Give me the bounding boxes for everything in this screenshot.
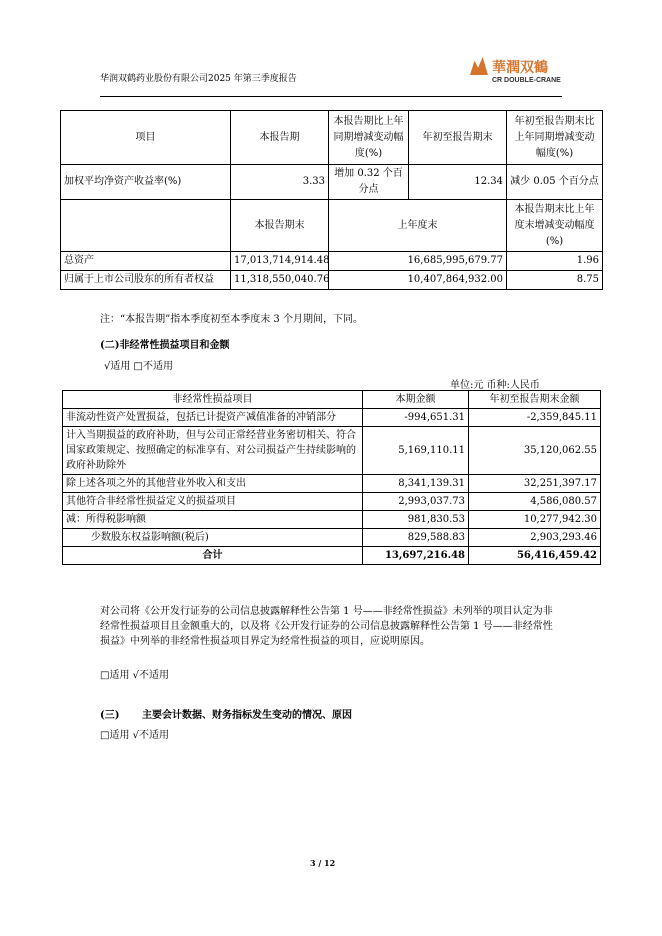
header-ytd-change: 年初至报告期末比上年同期增减变动幅度(%) xyxy=(507,111,603,165)
row-ytd: 10,277,942.30 xyxy=(469,511,601,529)
row-label: 少数股东权益影响额(税后) xyxy=(63,529,363,547)
row-period-end: 11,318,550,040.76 xyxy=(231,271,329,290)
row-ytd: 35,120,062.55 xyxy=(469,427,601,475)
table-row xyxy=(63,409,601,427)
report-header-title: 华润双鹤药业股份有限公司2025 年第三季度报告 xyxy=(100,74,297,84)
row-label: 计入当期损益的政府补助，但与公司正常经营业务密切相关、符合国家政策规定、按照确定的标准享有、对公司损益产生持续影响的政府补助除外 xyxy=(63,427,363,475)
header-ytd: 年初至报告期末 xyxy=(409,111,507,165)
section-2-applicability: √适用 □不适用 xyxy=(104,361,173,372)
header-period-change: 本报告期末比上年度末增减变动幅度(%) xyxy=(507,200,603,252)
table-row xyxy=(63,529,601,547)
logo-chinese-name: 華潤双鶴 xyxy=(492,60,548,76)
header-item: 项目 xyxy=(61,111,231,165)
reporting-period-note: 注：“本报告期”指本季度初至本季度末 3 个月期间，下同。 xyxy=(100,314,363,325)
logo-english-name: CR DOUBLE-CRANE xyxy=(492,77,561,84)
header-divider xyxy=(100,96,562,97)
row-current: 2,993,037.73 xyxy=(363,493,469,511)
row-ytd: 2,903,293.46 xyxy=(469,529,601,547)
table-header-row xyxy=(61,200,603,252)
row-current: 8,341,139.31 xyxy=(363,475,469,493)
row-label: 总资产 xyxy=(61,252,231,271)
table-header-row xyxy=(63,391,601,409)
header-item: 非经常性损益项目 xyxy=(63,391,363,409)
row-ytd: 32,251,397.17 xyxy=(469,475,601,493)
section-3-applicability: □适用 √不适用 xyxy=(100,730,169,741)
row-label: 减：所得税影响额 xyxy=(63,511,363,529)
row-label: 其他符合非经常性损益定义的损益项目 xyxy=(63,493,363,511)
row-ytd: 4,586,080.57 xyxy=(469,493,601,511)
total-current: 13,697,216.48 xyxy=(363,547,469,565)
non-recurring-items-table xyxy=(62,390,601,565)
section-3-number: (三) xyxy=(100,710,120,721)
row-current: 981,830.53 xyxy=(363,511,469,529)
paragraph-applicability: □适用 √不适用 xyxy=(100,670,169,681)
page-number: 3 / 12 xyxy=(310,858,336,868)
row-current: -994,651.31 xyxy=(363,409,469,427)
table-row xyxy=(63,475,601,493)
table-row xyxy=(61,252,603,271)
roe-current: 3.33 xyxy=(231,165,329,200)
header-last-year-end: 上年度末 xyxy=(329,200,507,252)
row-ytd: -2,359,845.11 xyxy=(469,409,601,427)
company-logo xyxy=(470,57,570,91)
row-change: 1.96 xyxy=(507,252,603,271)
table-row xyxy=(61,165,603,200)
roe-ytd: 12.34 xyxy=(409,165,507,200)
crane-logo-icon xyxy=(470,57,488,75)
section-3-title: 主要会计数据、财务指标发生变动的情况、原因 xyxy=(142,710,352,721)
row-last-year-end: 16,685,995,679.77 xyxy=(329,252,507,271)
total-ytd: 56,416,459.42 xyxy=(469,547,601,565)
row-label: 非流动性资产处置损益，包括已计提资产减值准备的冲销部分 xyxy=(63,409,363,427)
table-header-row xyxy=(61,111,603,165)
table-total-row xyxy=(63,547,601,565)
row-label: 除上述各项之外的其他营业外收入和支出 xyxy=(63,475,363,493)
roe-label: 加权平均净资产收益率(%) xyxy=(61,165,231,200)
table-row xyxy=(61,271,603,290)
row-current: 5,169,110.11 xyxy=(363,427,469,475)
header-current-period: 本报告期 xyxy=(231,111,329,165)
unit-currency-label: 单位:元 币种:人民币 xyxy=(450,380,540,391)
row-label: 归属于上市公司股东的所有者权益 xyxy=(61,271,231,290)
header-period-end: 本报告期末 xyxy=(231,200,329,252)
header-current-amount: 本期金额 xyxy=(363,391,469,409)
financial-indicators-table xyxy=(60,110,603,290)
row-change: 8.75 xyxy=(507,271,603,290)
roe-ytd-change: 减少 0.05 个百分点 xyxy=(507,165,603,200)
row-period-end: 17,013,714,914.48 xyxy=(231,252,329,271)
table-row xyxy=(63,427,601,475)
table-row xyxy=(63,493,601,511)
header-current-change: 本报告期比上年同期增减变动幅度(%) xyxy=(329,111,409,165)
row-current: 829,588.83 xyxy=(363,529,469,547)
total-label: 合计 xyxy=(63,547,363,565)
empty-cell xyxy=(61,200,231,252)
roe-current-change: 增加 0.32 个百分点 xyxy=(329,165,409,200)
section-2-title: (二)非经常性损益项目和金额 xyxy=(100,340,230,351)
header-ytd-amount: 年初至报告期末金额 xyxy=(469,391,601,409)
table-row xyxy=(63,511,601,529)
explanation-paragraph: 对公司将《公开发行证券的公司信息披露解释性公告第 1 号——非经常性损益》未列举的项目认定为非经常性损益项目且金额重大的，以及将《公开发行证券的公司信息披露解释性公告第 1 号——非经常性损益》中列举的非经常性损益项目界定为经常性损益的项目，应说明原因。 xyxy=(100,606,553,647)
row-last-year-end: 10,407,864,932.00 xyxy=(329,271,507,290)
